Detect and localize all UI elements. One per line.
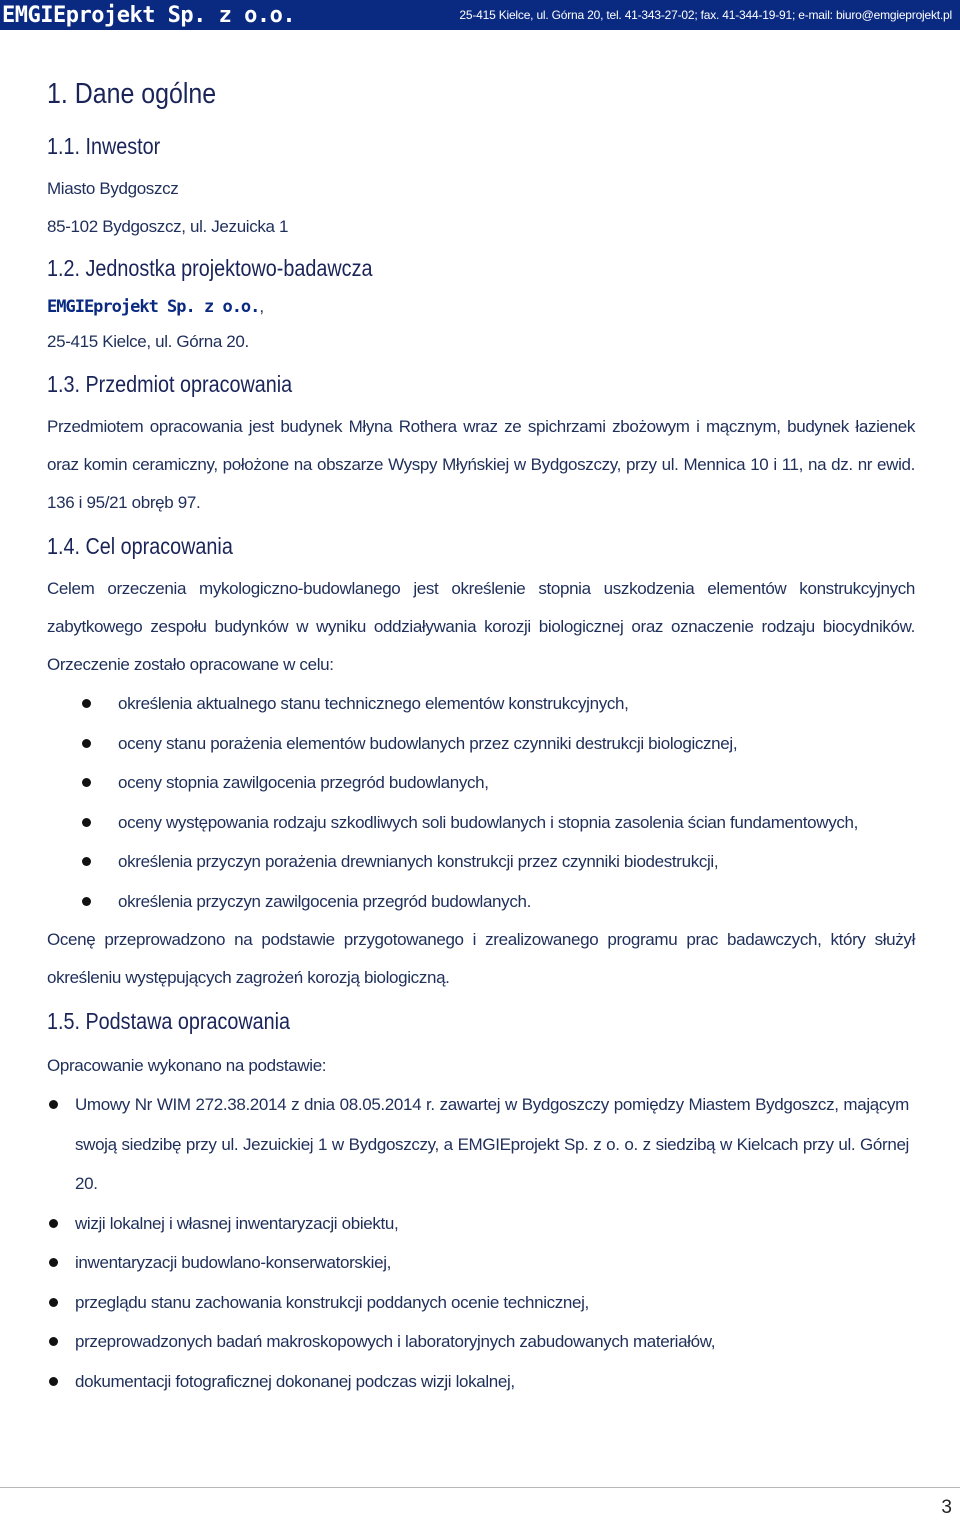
purpose-item — [47, 724, 957, 764]
purpose-item-text: określenia przyczyn zawilgocenia przegród budowlanych. — [118, 891, 531, 911]
unit-company-line — [47, 288, 957, 326]
purpose-item-text: określenia aktualnego stanu technicznego elementów konstrukcyjnych, — [118, 694, 629, 713]
basis-item-text: przeprowadzonych badań makroskopowych i laboratoryjnych zabudowanych materiałów, — [75, 1332, 716, 1351]
bullet-icon — [49, 1298, 58, 1307]
basis-intro: Opracowanie wykonano na podstawie: — [47, 1056, 327, 1075]
basis-item — [47, 1283, 909, 1323]
section-1-5-title: 1.5. Podstawa opracowania — [47, 1008, 291, 1034]
purpose-item — [47, 882, 957, 922]
basis-item-text: przeglądu stanu zachowania konstrukcji poddanych ocenie technicznej, — [75, 1292, 589, 1312]
header-company-name: EMGIEprojekt Sp. z o.o. — [2, 2, 296, 28]
investor-name: Miasto Bydgoszcz — [47, 179, 179, 198]
bullet-icon — [49, 1100, 58, 1109]
basis-item-text: wizji lokalnej i własnej inwentaryzacji obiektu, — [75, 1213, 399, 1233]
footer-divider — [0, 1487, 960, 1488]
investor-address: 85-102 Bydgoszcz, ul. Jezuicka 1 — [47, 217, 289, 236]
purpose-item — [47, 803, 957, 843]
basis-item — [47, 1204, 909, 1244]
basis-item-text: dokumentacji fotograficznej dokonanej podczas wizji lokalnej, — [75, 1371, 515, 1391]
purpose-item-text: oceny stanu porażenia elementów budowlanych przez czynniki destrukcji biologicznej, — [118, 733, 738, 753]
purpose-paragraph: Celem orzeczenia mykologiczno-budowlanego jest określenie stopnia uszkodzenia elementów konstrukcyjnych zabytkowego zespołu budynków w wyniku oddziaływania korozji biologicznej oraz oznaczenie rodzaju biocydników. Orzeczenie zostało opracowane w celu: — [47, 579, 915, 674]
document-body — [47, 70, 957, 1401]
section-1-1-title: 1.1. Inwestor — [47, 133, 161, 159]
section-1-4-title: 1.4. Cel opracowania — [47, 533, 233, 559]
page-number: 3 — [941, 1497, 952, 1518]
bullet-icon — [82, 818, 91, 827]
unit-company-name: EMGIEprojekt Sp. z o.o. — [47, 297, 260, 317]
basis-list — [47, 1085, 909, 1401]
section-1-3-title: 1.3. Przedmiot opracowania — [47, 371, 293, 397]
basis-item — [47, 1362, 909, 1402]
bullet-icon — [49, 1337, 58, 1346]
bullet-icon — [49, 1258, 58, 1267]
purpose-closing-paragraph: Ocenę przeprowadzono na podstawie przygotowanego i zrealizowanego programu prac badawczych, który służył określeniu występujących zagrożeń korozją biologiczną. — [47, 930, 915, 987]
bullet-icon — [82, 739, 91, 748]
bullet-icon — [82, 778, 91, 787]
section-1-2-title: 1.2. Jednostka projektowo-badawcza — [47, 255, 373, 281]
header-bar — [0, 0, 960, 30]
section-1-title: 1. Dane ogólne — [47, 78, 217, 110]
header-contact-info: 25-415 Kielce, ul. Górna 20, tel. 41-343-27-02; fax. 41-344-19-91; e-mail: biuro@emgieprojekt.pl — [459, 8, 952, 22]
basis-item — [47, 1085, 909, 1204]
unit-address: 25-415 Kielce, ul. Górna 20. — [47, 332, 249, 351]
bullet-icon — [49, 1377, 58, 1386]
bullet-icon — [82, 699, 91, 708]
purpose-item — [47, 684, 957, 724]
purpose-list — [47, 684, 957, 921]
basis-item-text: inwentaryzacji budowlano-konserwatorskiej, — [75, 1253, 392, 1272]
bullet-icon — [82, 857, 91, 866]
basis-item — [47, 1243, 909, 1283]
basis-item — [47, 1322, 909, 1362]
basis-item-text: Umowy Nr WIM 272.38.2014 z dnia 08.05.2014 r. zawartej w Bydgoszczy pomiędzy Miastem Bydgoszcz, mającym swoją siedzibę przy ul. Jezuickiej 1 w Bydgoszczy, a EMGIEprojekt Sp. z o. o. z siedzibą w Kielcach przy ul. Górnej 20. — [75, 1095, 909, 1193]
bullet-icon — [49, 1219, 58, 1228]
purpose-item-text: oceny stopnia zawilgocenia przegród budowlanych, — [118, 773, 489, 792]
purpose-item — [47, 842, 957, 882]
subject-paragraph: Przedmiotem opracowania jest budynek Młyna Rothera wraz ze spichrzami zbożowym i mącznym, budynek łazienek oraz komin ceramiczny, położone na obszarze Wyspy Młyńskiej w Bydgoszczy, przy ul. Mennica 10 i 11, na dz. nr ewid. 136 i 95/21 obręb 97. — [47, 417, 915, 512]
purpose-item-text: oceny występowania rodzaju szkodliwych soli budowlanych i stopnia zasolenia ścian fundamentowych, — [118, 812, 858, 832]
bullet-icon — [82, 897, 91, 906]
purpose-item-text: określenia przyczyn porażenia drewnianych konstrukcji przez czynniki biodestrukcji, — [118, 852, 719, 871]
unit-company-suffix: , — [259, 297, 264, 316]
purpose-item — [47, 763, 957, 803]
